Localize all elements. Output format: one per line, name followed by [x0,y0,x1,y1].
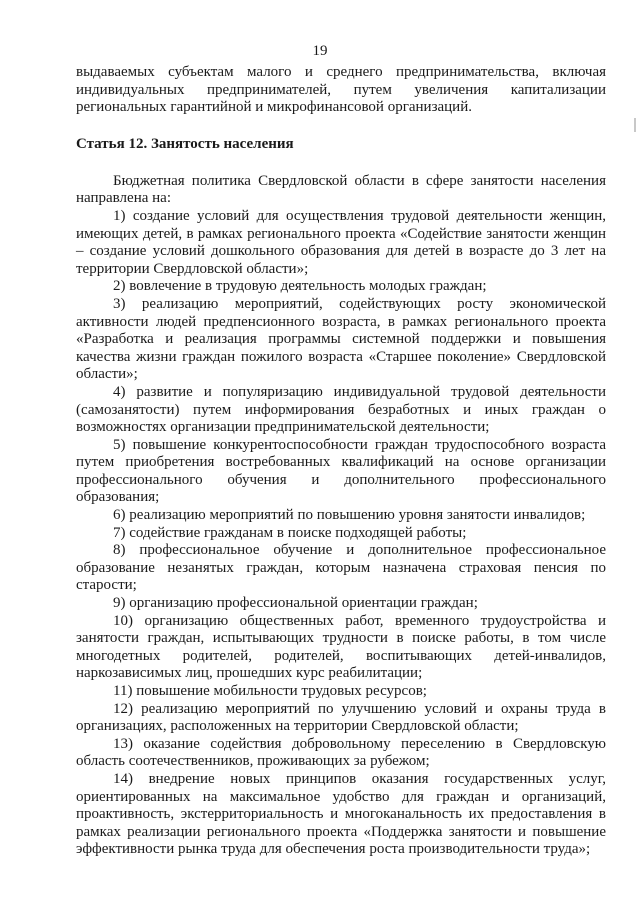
list-item: 5) повышение конкурентоспособности граждан трудоспособного возраста путем приобретения востребованных квалификаций на основе организации профессионального обучения и дополнительного профессионального образования; [76,436,606,506]
article-title: Статья 12. Занятость населения [76,135,294,152]
list-item: 4) развитие и популяризацию индивидуальной трудовой деятельности (самозанятости) путем информирования безработных и иных граждан о возможностях организации предпринимательской деятельности; [76,383,606,436]
list-item: 12) реализацию мероприятий по улучшению условий и охраны труда в организациях, расположенных на территории Свердловской области; [76,700,606,735]
article-heading-block [76,117,606,173]
list-item: 1) создание условий для осуществления трудовой деятельности женщин, имеющих детей, в рамках регионального проекта «Содействие занятости женщин – создание условий дошкольного образования для детей в возрасте до 3 лет на территории Свердловской области»; [76,207,606,277]
scan-edge-mark [634,118,636,132]
article-lead: Бюджетная политика Свердловской области в сфере занятости населения направлена на: [76,172,606,207]
list-item: 3) реализацию мероприятий, содействующих росту экономической активности людей предпенсионного возраста, в рамках регионального проекта «Разработка и реализация программы системной поддержки и повышения качества жизни граждан пожилого возраста «Старшее поколение» Свердловской области»; [76,295,606,383]
list-item: 13) оказание содействия добровольному переселению в Свердловскую область соотечественников, проживающих за рубежом; [76,735,606,770]
list-item: 10) организацию общественных работ, временного трудоустройства и занятости граждан, испытывающих трудности в поиске работы, в том числе многодетных родителей, родителей, воспитывающих детей-инвалидов, наркозависимых лиц, прошедших курс реабилитации; [76,612,606,682]
list-item: 9) организацию профессиональной ориентации граждан; [113,595,478,612]
page-number: 19 [312,43,328,59]
document-body [76,64,606,859]
list-item: 8) профессиональное обучение и дополнительное профессиональное образование незанятых граждан, которым назначена страховая пенсия по старости; [76,542,606,594]
list-item: 7) содействие гражданам в поиске подходящей работы; [113,524,467,541]
list-item: 14) внедрение новых принципов оказания государственных услуг, ориентированных на максимальное удобство для граждан и организаций, проактивность, экстерриториальность и многоканальность их предоставления в рамках реализации регионального проекта «Поддержка занятости и повышение эффективности рынка труда для обеспечения роста производительности труда»; [76,770,606,858]
continued-paragraph: выдаваемых субъектам малого и среднего предпринимательства, включая индивидуальных предпринимателей, путем увеличения капитализации региональных гарантийной и микрофинансовой организаций. [76,64,606,116]
list-item: 11) повышение мобильности трудовых ресурсов; [113,683,427,699]
list-item: 2) вовлечение в трудовую деятельность молодых граждан; [113,278,487,295]
list-item: 6) реализацию мероприятий по повышению уровня занятости инвалидов; [113,507,586,524]
